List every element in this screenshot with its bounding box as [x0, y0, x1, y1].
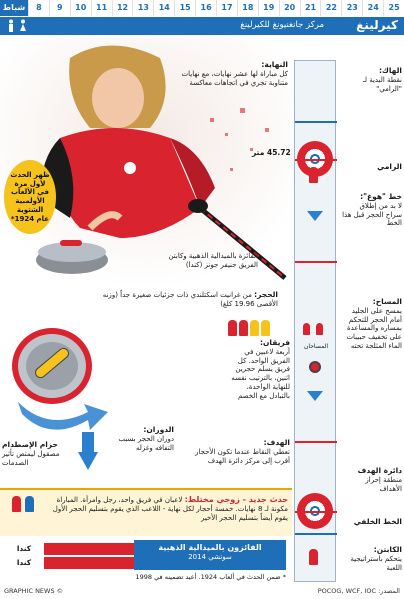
stone-title: الحجر: [254, 290, 278, 299]
rotation-title: الدوران: [143, 425, 174, 434]
near-tee-line [295, 511, 337, 513]
medal-country: كندا [16, 558, 32, 568]
day-cell: 16 [195, 0, 216, 16]
scoring-callout [192, 438, 290, 465]
mixed-gender-icon [6, 19, 30, 33]
day-cell: 21 [300, 0, 321, 16]
teams-title: فريقان: [259, 338, 290, 347]
debut-badge: ظهر الحدث لأول مرة في الألعاب الأولمبية الشتوية عام 1924* [4, 160, 56, 234]
new-event-text-wrap [52, 495, 288, 523]
day-cell: 25 [383, 0, 404, 16]
curling-sheet [294, 60, 336, 582]
rotation-callout [118, 425, 174, 452]
copyright: © GRAPHIC NEWS [4, 587, 64, 595]
sweepers-label: المساحان [303, 343, 329, 350]
footer [0, 586, 404, 599]
direction-arrow-icon [307, 211, 323, 221]
direction-arrow-icon [307, 391, 323, 401]
medal-title: الفائزون بالميدالية الذهبية [158, 543, 262, 552]
day-cell: 8 [28, 0, 49, 16]
sweeper-desc: يمسح على الجليد أمام الحجر للتحكم بمساره والمساعدة على تخفيف حبيبات الماء المثلجة تحته [346, 306, 402, 350]
stone-callout [88, 290, 278, 309]
rotation-desc: دوران الحجر بسبب التفافه وغزله [118, 434, 174, 452]
player-icon [261, 320, 270, 336]
end-title: النهاية: [261, 60, 288, 69]
month-label: شباط [0, 0, 28, 16]
player-icon [228, 320, 237, 336]
day-list [28, 0, 404, 16]
day-cell: 13 [132, 0, 153, 16]
new-event-text: لاعبان في فريق واحد، رجل وامرأة. المباراة مكونة لـ 8 نهايات. خمسة أحجار لكل نهاية - اللاعب الذي يقوم بتسليم الحجر الأول يقوم أيضاً بتسليم الحجر الأخير [52, 496, 288, 522]
thrower-callout [342, 162, 402, 172]
hogline-title: خط "هوغ": [360, 192, 402, 201]
gold-medal-box [134, 540, 286, 570]
captain-icon [309, 549, 318, 565]
day-cell: 20 [279, 0, 300, 16]
day-cell: 18 [237, 0, 258, 16]
target-desc: منطقة إحراز الأهداف [365, 475, 402, 493]
date-strip [0, 0, 404, 16]
sources: المصدر: POCOG, WCF, IOC [317, 587, 400, 595]
bumper-desc: مصقول ليمتص تأثير الصدمات [2, 449, 60, 467]
day-cell: 10 [70, 0, 91, 16]
teams-callout [228, 320, 290, 400]
thrower-icon [309, 167, 318, 183]
player-icon [239, 320, 248, 336]
medal-row [0, 557, 134, 569]
hogline-callout [342, 192, 402, 228]
team-icons [228, 320, 290, 336]
hack-callout [342, 66, 402, 93]
medal-country: كندا [16, 544, 32, 554]
man-woman-icon [6, 19, 30, 33]
player-icon [250, 320, 259, 336]
hack-title: الهاك: [378, 66, 402, 75]
day-cell: 11 [91, 0, 112, 16]
sheet-length: 45.72 متر [252, 148, 291, 157]
page-subtitle: مركز جانغنيونغ للكيرلينغ [240, 20, 324, 30]
captain-callout [342, 545, 402, 572]
teams-desc: أربعة لاعبين في الفريق الواحد. كل فريق يسلم حجرين اثنين، بالترتيب نفسه للنهاية الواحدة، بالتبادل مع الخصم [231, 347, 290, 400]
far-tee-line [295, 159, 337, 161]
bumper-callout [2, 440, 62, 467]
day-cell: 22 [320, 0, 341, 16]
day-cell: 19 [258, 0, 279, 16]
new-event-box [0, 488, 292, 536]
far-back-line [295, 121, 337, 123]
end-desc: كل مباراة لها عشر نهايات، مع نهايات متناوبة تجري في اتجاهات معاكسة [181, 69, 288, 87]
backline-callout [342, 517, 402, 527]
near-back-line [295, 533, 337, 535]
scoring-desc: تعطي النقاط عندما تكون الأحجار أقرب إلى مركز دائرة الهدف [195, 447, 290, 465]
target-callout [342, 466, 402, 493]
target-title: دائرة الهدف [357, 466, 402, 475]
page-title: كيرلينغ [356, 18, 398, 32]
near-hog-line [295, 441, 337, 443]
new-event-title: حدث جديد - زوجي مختلط: [184, 495, 288, 504]
woman-icon [12, 496, 21, 512]
day-cell: 23 [341, 0, 362, 16]
day-cell: 14 [153, 0, 174, 16]
medal-footnote: * ضمن الحدث في ألعاب 1924. أعيد تضمينه في 1998 [135, 573, 286, 581]
stone-desc: من غرانيت اسكتلندي ذات جزئيات صغيرة جداً (وزنه الأقصى 19.96 كلغ) [102, 291, 278, 308]
day-cell: 24 [362, 0, 383, 16]
day-cell: 15 [174, 0, 195, 16]
stone-icon [309, 361, 321, 373]
champion-callout: الفائزة بالميدالية الذهبية وكابتن الفريق جنيفر جونز (كندا) [168, 252, 258, 269]
medal-subtitle: سوتشي 2014 [188, 553, 232, 561]
medal-row [0, 543, 134, 555]
day-cell: 12 [112, 0, 133, 16]
mixed-doubles-icon [12, 496, 34, 512]
thrower-title: الرامي [377, 162, 402, 171]
scoring-title: الهدف: [263, 438, 290, 447]
sweeper-callout [342, 297, 402, 351]
bumper-title: حزام الإصطدام [2, 440, 58, 449]
captain-title: الكابتن: [373, 545, 402, 554]
title-bar [0, 17, 404, 35]
sweepers-icon [303, 323, 323, 335]
backline-title: الخط الخلفي [353, 517, 402, 526]
day-cell: 9 [49, 0, 70, 16]
hogline-desc: لا بد من إطلاق سراح الحجر قبل هذا الخط [342, 201, 402, 228]
day-cell: 17 [216, 0, 237, 16]
captain-desc: يتحكم باستراتيجية اللعبة [350, 554, 402, 572]
man-icon [25, 496, 34, 512]
end-callout [178, 60, 288, 87]
sweeper-title: المساح: [372, 297, 402, 306]
far-hog-line [295, 261, 337, 263]
hack-desc: نقطة البدية لـ "الرامي" [362, 75, 402, 93]
flag-bar [44, 557, 134, 569]
flag-bar [44, 543, 134, 555]
